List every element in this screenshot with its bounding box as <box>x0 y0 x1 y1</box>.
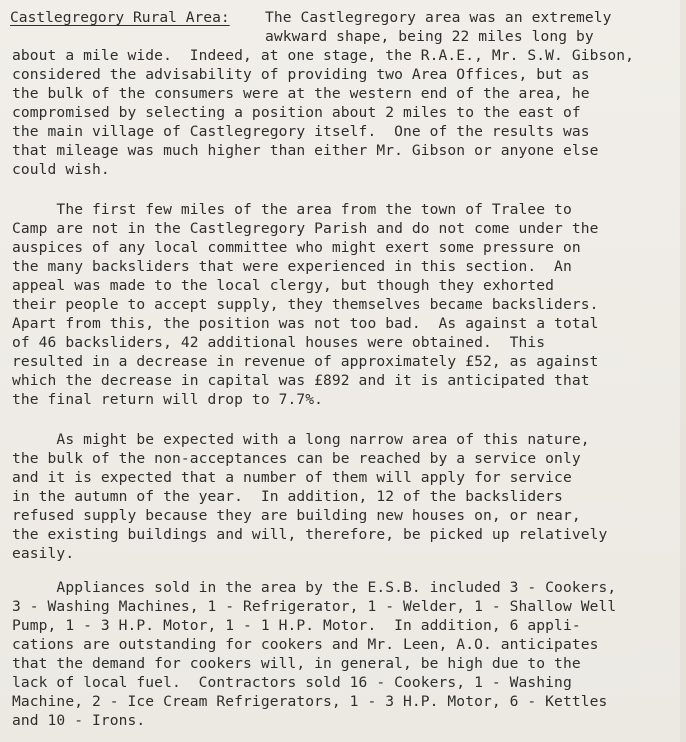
text-line: appeal was made to the local clergy, but though they exhorted <box>12 277 555 294</box>
text-line: their people to accept supply, they themselves became backsliders. <box>12 296 599 313</box>
text-line: and it is expected that a number of them will apply for service <box>12 469 572 486</box>
text-line: and 10 - Irons. <box>12 712 146 729</box>
text-line: cations are outstanding for cookers and Mr. Leen, A.O. anticipates <box>12 636 599 653</box>
text-line: the main village of Castlegregory itself. One of the results was <box>12 123 590 140</box>
text-line: auspices of any local committee who might exert some pressure on <box>12 239 581 256</box>
text-line: of 46 backsliders, 42 additional houses were obtained. This <box>12 334 546 351</box>
text-line: Machine, 2 - Ice Cream Refrigerators, 1 - 3 H.P. Motor, 6 - Kettles <box>12 693 608 710</box>
text-line: refused supply because they are building new houses on, or near, <box>12 507 581 524</box>
text-line: which the decrease in capital was £892 and it is anticipated that <box>12 372 590 389</box>
text-line: easily. <box>12 545 75 562</box>
text-line: in the autumn of the year. In addition, 12 of the backsliders <box>12 488 563 505</box>
text-line: the bulk of the consumers were at the western end of the area, he <box>12 85 590 102</box>
text-line: Appliances sold in the area by the E.S.B. included 3 - Cookers, <box>12 579 617 596</box>
text-line: Pump, 1 - 3 H.P. Motor, 1 - 1 H.P. Motor. In addition, 6 appli- <box>12 617 581 634</box>
text-line: resulted in a decrease in revenue of approximately £52, as against <box>12 353 599 370</box>
text-line: lack of local fuel. Contractors sold 16 - Cookers, 1 - Washing <box>12 674 572 691</box>
text-line: considered the advisability of providing two Area Offices, but as <box>12 66 590 83</box>
text-line: Camp are not in the Castlegregory Parish and do not come under the <box>12 220 599 237</box>
text-line: the many backsliders that were experienced in this section. An <box>12 258 572 275</box>
text-line: awkward shape, being 22 miles long by <box>265 28 594 45</box>
text-line: about a mile wide. Indeed, at one stage, the R.A.E., Mr. S.W. Gibson, <box>12 47 635 64</box>
text-line: that the demand for cookers will, in general, be high due to the <box>12 655 581 672</box>
text-line: The first few miles of the area from the town of Tralee to <box>12 201 572 218</box>
text-line: the bulk of the non-acceptances can be reached by a service only <box>12 450 581 467</box>
section-heading: Castlegregory Rural Area: <box>10 9 230 26</box>
text-line: 3 - Washing Machines, 1 - Refrigerator, 1 - Welder, 1 - Shallow Well <box>12 598 617 615</box>
text-line: Apart from this, the position was not too bad. As against a total <box>12 315 599 332</box>
page-edge-shadow <box>680 0 686 742</box>
text-line: The Castlegregory area was an extremely <box>265 9 612 26</box>
text-line: the final return will drop to 7.7%. <box>12 391 324 408</box>
text-line: that mileage was much higher than either Mr. Gibson or anyone else <box>12 142 599 159</box>
text-line: As might be expected with a long narrow area of this nature, <box>12 431 590 448</box>
text-line: compromised by selecting a position about 2 miles to the east of <box>12 104 581 121</box>
text-line: could wish. <box>12 161 110 178</box>
text-line: the existing buildings and will, therefore, be picked up relatively <box>12 526 608 543</box>
